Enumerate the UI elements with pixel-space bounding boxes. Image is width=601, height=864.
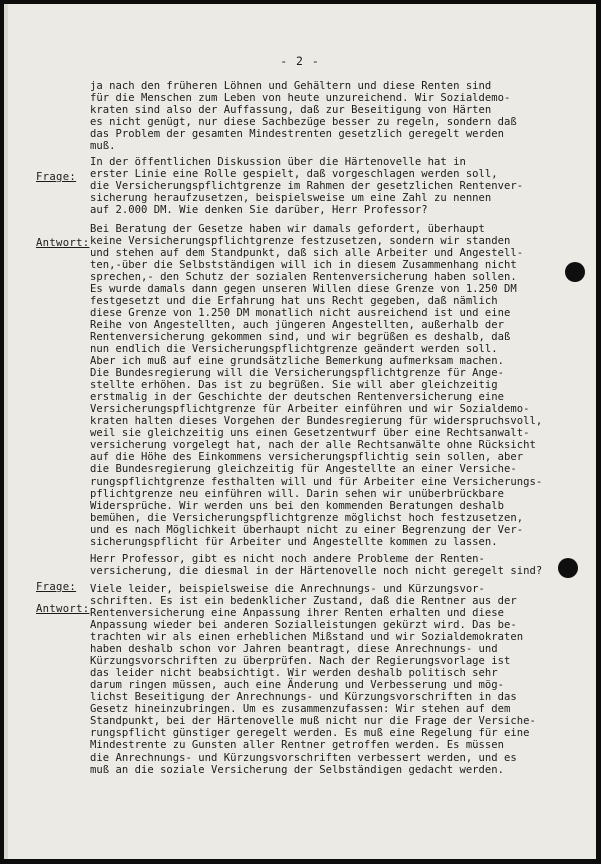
text-block-frage-1 — [90, 156, 590, 216]
text-line: und stehen auf dem Standpunkt, daß sich alle Arbeiter und Angestell- — [90, 246, 524, 259]
text-line: das Problem der gesamten Mindestrenten gesetzlich geregelt werden — [90, 128, 505, 141]
text-line: auf 2.000 DM. Wie denken Sie darüber, Herr Professor? — [90, 204, 428, 217]
text-line: versicherung vorgelegt hat, nach der alle Rechtsanwälte ohne Rücksicht — [90, 439, 536, 452]
text-line: Versicherungspflichtgrenze für Arbeiter einführen und wir Sozialdemo- — [90, 403, 530, 416]
text-line: bemühen, die Versicherungspflichtgrenze möglichst hoch festzusetzen, — [90, 511, 524, 524]
text-line: rungspflichtgrenze festhalten will und für Arbeiter eine Versicherungs- — [90, 475, 543, 488]
text-line: Es wurde damals dann gegen unseren Willen diese Grenze von 1.250 DM — [90, 282, 517, 295]
text-block-antwort-1 — [90, 223, 590, 548]
page-number: - 2 - — [280, 54, 320, 68]
text-block-intro — [90, 80, 590, 152]
speaker-label-antwort: Antwort: — [36, 237, 90, 249]
text-line: sicherung heraufzusetzen, beispielsweise um eine Zahl zu nennen — [90, 192, 492, 205]
text-line: ten,-über die Selbstständigen will ich in diesem Zusammenhang nicht — [90, 258, 517, 271]
text-line: sprechen,- den Schutz der sozialen Rentenversicherung haben sollen. — [90, 270, 517, 283]
text-line: stellte erhöhen. Das ist zu begrüßen. Sie will aber gleichzeitig — [90, 379, 498, 392]
text-line: Die Bundesregierung will die Versicherungspflichtgrenze für Ange- — [90, 367, 505, 380]
text-line: darum ringen müssen, auch eine Änderung und Verbesserung und mög- — [90, 679, 505, 692]
text-line: nun endlich die Versicherungspflichtgrenze geändert werden soll. — [90, 342, 498, 355]
text-line: die Versicherungspflichtgrenze im Rahmen der gesetzlichen Rentenver- — [90, 180, 524, 193]
text-line: erstmalig in der Geschichte der deutschen Rentenversicherung eine — [90, 391, 505, 404]
text-line: Herr Professor, gibt es nicht noch andere Probleme der Renten- — [90, 552, 485, 565]
text-block-frage-2 — [90, 553, 590, 577]
text-line: Reihe von Angestellten, auch jüngeren Angestellten, außerhalb der — [90, 318, 505, 331]
text-line: muß an die soziale Versicherung der Selbständigen gedacht werden. — [90, 763, 505, 776]
text-line: haben deshalb schon vor Jahren beantragt, diese Anrechnungs- und — [90, 643, 498, 656]
text-line: Mindestrente zu Gunsten aller Rentner getroffen werden. Es müssen — [90, 739, 505, 752]
text-line: Rentenversicherung eine Anpassung ihrer Renten erhalten und diese — [90, 606, 505, 619]
text-line: pflichtgrenze neu einführen will. Darin sehen wir unüberbrückbare — [90, 487, 505, 500]
text-line: Gesetz hineinzubringen. Um es zusammenzufassen: Wir stehen auf dem — [90, 703, 511, 716]
punch-hole — [558, 558, 578, 578]
body-text — [90, 80, 590, 776]
text-line: weil sie gleichzeitig uns einen Gesetzentwurf über eine Rechtsanwalt- — [90, 427, 530, 440]
text-line: erster Linie eine Rolle gespielt, daß vorgeschlagen werden soll, — [90, 168, 498, 181]
text-line: Aber ich muß auf eine grundsätzliche Bemerkung aufmerksam machen. — [90, 355, 505, 368]
text-line: sicherungspflicht für Arbeiter und Angestellte kommen zu lassen. — [90, 535, 498, 548]
text-line: Anpassung wieder bei anderen Sozialleistungen gekürzt wird. Das be- — [90, 619, 517, 632]
text-line: In der öffentlichen Diskussion über die Härtenovelle hat in — [90, 156, 466, 169]
page-edge-shadow — [4, 4, 8, 859]
text-line: es nicht genügt, nur diese Sachbezüge besser zu regeln, sondern daß — [90, 116, 517, 129]
text-line: lichst Beseitigung der Anrechnungs- und Kürzungsvorschriften in das — [90, 691, 517, 704]
text-line: ja nach den früheren Löhnen und Gehältern und diese Renten sind — [90, 80, 492, 92]
text-line: keine Versicherungspflichtgrenze festzusetzen, sondern wir standen — [90, 234, 511, 247]
text-line: das leider nicht beabsichtigt. Wir werden deshalb politisch sehr — [90, 667, 498, 680]
text-block-antwort-2 — [90, 583, 590, 776]
text-line: für die Menschen zum Leben von heute unzureichend. Wir Sozialdemo- — [90, 92, 511, 105]
text-line: Viele leider, beispielsweise die Anrechnungs- und Kürzungsvor- — [90, 582, 485, 595]
text-line: festgesetzt und die Erfahrung hat uns Recht gegeben, daß nämlich — [90, 294, 498, 307]
speaker-label-antwort: Antwort: — [36, 603, 90, 615]
text-line: muß. — [90, 140, 116, 153]
text-line: Standpunkt, bei der Härtenovelle muß nicht nur die Frage der Versiche- — [90, 715, 536, 728]
speaker-label-frage: Frage: — [36, 581, 77, 593]
text-line: und es nach Möglichkeit überhaupt nicht zu einer Begrenzung der Ver- — [90, 523, 524, 536]
speaker-label-frage: Frage: — [36, 171, 77, 183]
text-line: trachten wir als einen erheblichen Mißstand und wir Sozialdemokraten — [90, 631, 524, 644]
text-line: die Bundesregierung gleichzeitig für Angestellte an einer Versiche- — [90, 463, 517, 476]
text-line: kraten sind also der Auffassung, daß zur Beseitigung von Härten — [90, 104, 492, 117]
text-line: kraten halten dieses Vorgehen der Bundesregierung für widerspruchsvoll, — [90, 415, 543, 428]
text-line: rungspflicht günstiger geregelt werden. Es muß eine Regelung für eine — [90, 727, 530, 740]
text-line: die Anrechnungs- und Kürzungsvorschriften verbessert werden, und es — [90, 751, 517, 764]
text-line: Kürzungsvorschriften zu überprüfen. Nach der Regierungsvorlage ist — [90, 655, 511, 668]
document-page — [4, 4, 596, 859]
punch-hole — [565, 262, 585, 282]
text-line: schriften. Es ist ein bedenklicher Zustand, daß die Rentner aus der — [90, 594, 517, 607]
text-line: Bei Beratung der Gesetze haben wir damals gefordert, überhaupt — [90, 222, 485, 235]
text-line: diese Grenze von 1.250 DM monatlich nicht ausreichend ist und eine — [90, 306, 511, 319]
text-line: Widersprüche. Wir werden uns bei den kommenden Beratungen deshalb — [90, 499, 505, 512]
text-line: auf die Höhe des Einkommens versicherungspflichtig sein sollen, aber — [90, 451, 524, 464]
text-line: Rentenversicherung gekommen sind, und wir begrüßen es deshalb, daß — [90, 330, 511, 343]
text-line: versicherung, die diesmal in der Härtenovelle noch nicht geregelt sind? — [90, 564, 543, 577]
